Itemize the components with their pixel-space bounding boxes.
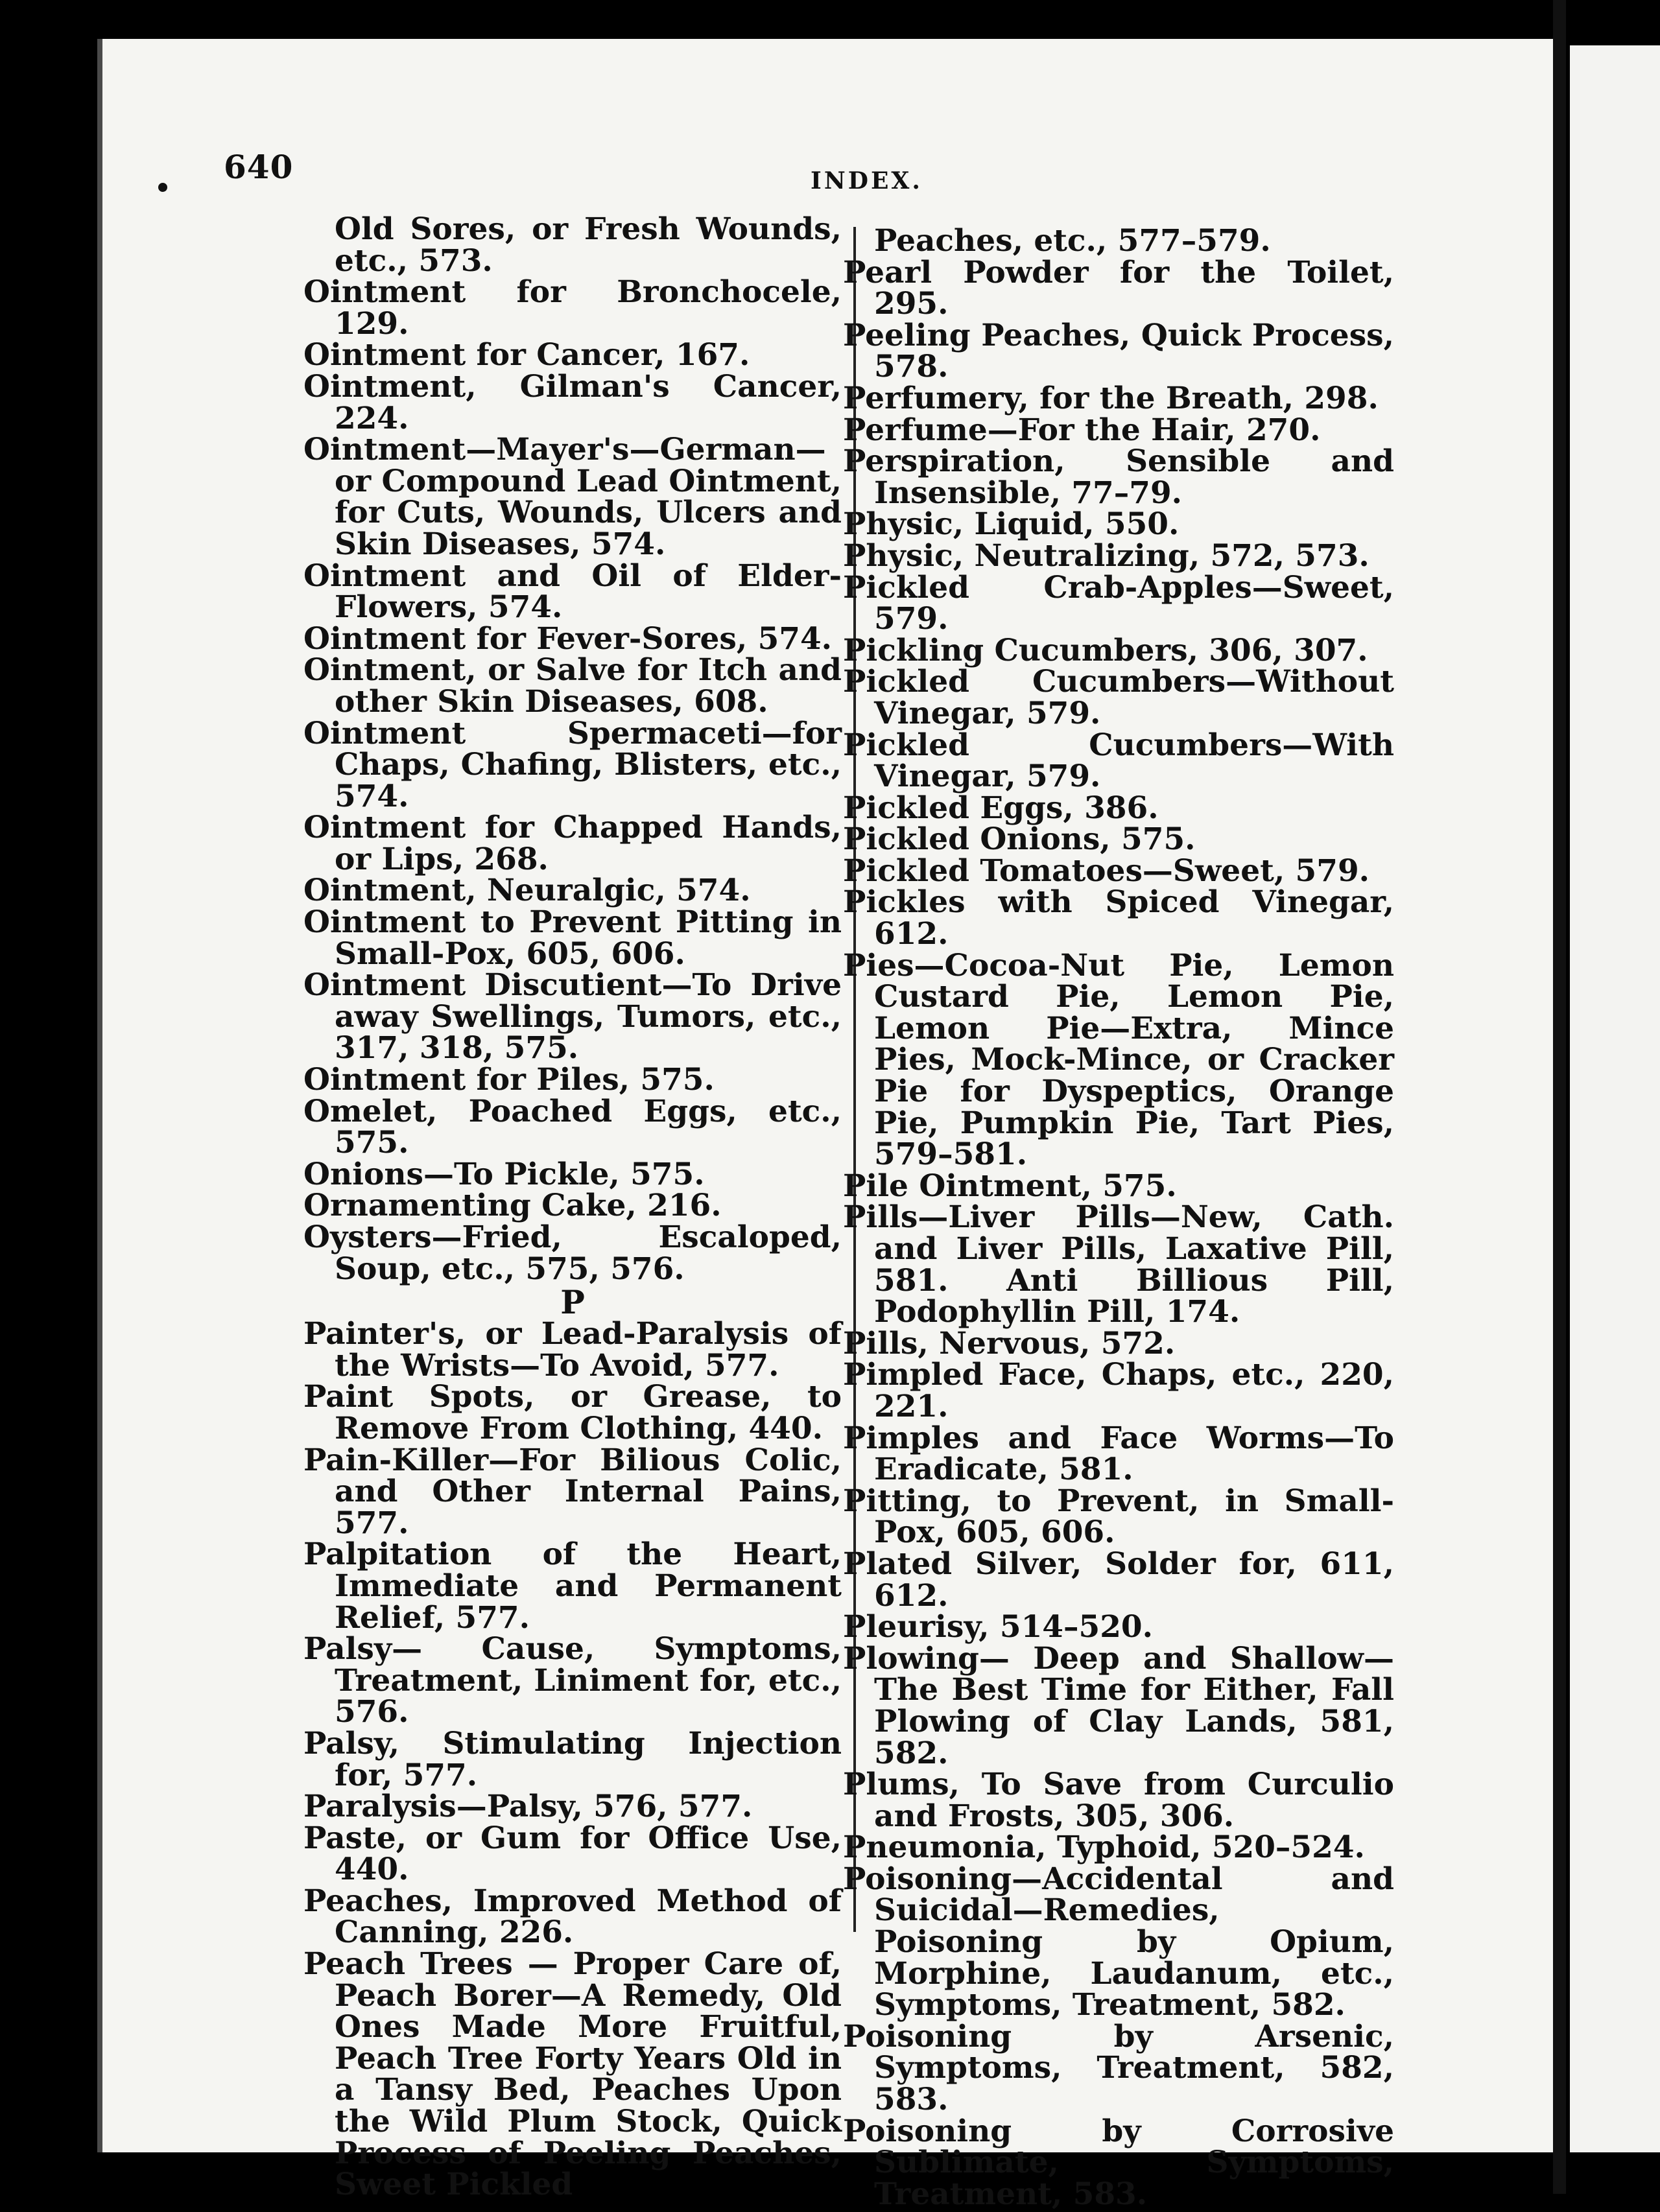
index-entry: Peaches, Improved Method of Canning, 226. [303, 1883, 842, 1951]
index-entry: Paste, or Gum for Office Use, 440. [303, 1820, 842, 1888]
index-entry: Ointment for Cancer, 167. [303, 337, 750, 373]
scan-speck [158, 183, 167, 192]
index-entry: Plums, To Save from Curculio and Frosts, 305, 306. [843, 1767, 1394, 1834]
index-entry: Poisoning—Accidental and Suicidal—Remedies, Poisoning by Opium, Morphine, Laudanum, etc., Symptoms, Treatment, 582. [843, 1861, 1394, 2023]
page-number: 640 [224, 148, 294, 186]
index-entry: Ointment Discutient—To Drive away Swellings, Tumors, etc., 317, 318, 575. [303, 967, 842, 1066]
index-entry: Ointment Spermaceti—for Chaps, Chafing, Blisters, etc., 574. [303, 715, 842, 814]
index-entry-continuation: Peaches, etc., 577–579. [874, 223, 1271, 259]
running-head: INDEX. [811, 167, 923, 194]
right-column [843, 223, 1394, 2212]
index-entry: Ointment and Oil of Elder-Flowers, 574. [303, 558, 842, 626]
index-entry: Pearl Powder for the Toilet, 295. [843, 254, 1394, 322]
index-entry: Pneumonia, Typhoid, 520–524. [843, 1830, 1365, 1866]
index-entry: Pickled Tomatoes—Sweet, 579. [843, 853, 1370, 889]
index-entry: Pills—Liver Pills—New, Cath. and Liver Pills, Laxative Pill, 581. Anti Billious Pill, Podophyllin Pill, 174. [843, 1199, 1394, 1330]
index-entry: Perspiration, Sensible and Insensible, 77–79. [843, 443, 1394, 511]
index-entry: Poisoning by Arsenic, Symptoms, Treatment, 582, 583. [843, 2018, 1394, 2118]
index-entry: Pickled Cucumbers—Without Vinegar, 579. [843, 664, 1394, 731]
index-entry: Palsy, Stimulating Injection for, 577. [303, 1725, 842, 1793]
index-entry: Pickled Eggs, 386. [843, 790, 1159, 826]
index-entry: Ointment to Prevent Pitting in Small-Pox, 605, 606. [303, 904, 842, 972]
index-entry: Palpitation of the Heart, Immediate and Permanent Relief, 577. [303, 1536, 842, 1636]
index-entry: Poisoning by Corrosive Sublimate, Symptoms, Treatment, 583. [843, 2113, 1394, 2212]
section-letter: P [560, 1283, 585, 1322]
index-entry: Ointment for Bronchocele, 129. [303, 274, 842, 342]
index-entry: Ointment for Fever-Sores, 574. [303, 620, 833, 657]
index-entry: Pickled Crab-Apples—Sweet, 579. [843, 569, 1394, 637]
index-entry: Pimples and Face Worms—To Eradicate, 581. [843, 1420, 1394, 1488]
index-entry: Peach Trees — Proper Care of, Peach Borer—A Remedy, Old Ones Made More Fruitful, Peach Tree Forty Years Old in a Tansy Bed, Peaches Upon the Wild Plum Stock, Quick Process of Peeling Peaches, Sweet Pickled [303, 1946, 842, 2203]
index-entry: Pickles with Spiced Vinegar, 612. [843, 884, 1394, 952]
index-entry: Ointment, Gilman's Cancer, 224. [303, 368, 842, 436]
index-entry: Pickling Cucumbers, 306, 307. [843, 632, 1368, 668]
index-entry: Pickled Onions, 575. [843, 821, 1196, 858]
index-entry: Pimpled Face, Chaps, etc., 220, 221. [843, 1357, 1394, 1424]
adjacent-page-edge [1566, 45, 1660, 2152]
index-entry: Plowing— Deep and Shallow—The Best Time for Either, Fall Plowing of Clay Lands, 581, 582. [843, 1640, 1394, 1771]
index-entry: Paint Spots, or Grease, to Remove From Clothing, 440. [303, 1379, 842, 1446]
index-entry: Old Sores, or Fresh Wounds, etc., 573. [335, 211, 842, 279]
index-entry: Pitting, to Prevent, in Small-Pox, 605, 606. [843, 1483, 1394, 1551]
index-entry: Peeling Peaches, Quick Process, 578. [843, 317, 1394, 385]
scan-left-margin [0, 0, 97, 2194]
index-entry: Pile Ointment, 575. [843, 1168, 1177, 1204]
page-gutter [1553, 0, 1566, 2194]
index-entry: Pickled Cucumbers—With Vinegar, 579. [843, 727, 1394, 795]
index-entry: Pleurisy, 514–520. [843, 1609, 1153, 1645]
index-entry: Ointment—Mayer's—German—or Compound Lead Ointment, for Cuts, Wounds, Ulcers and Skin Diseases, 574. [303, 432, 842, 562]
index-entry: Physic, Neutralizing, 572, 573. [843, 537, 1370, 574]
index-entry: Oysters—Fried, Escaloped, Soup, etc., 575, 576. [303, 1219, 842, 1287]
index-entry: Pain-Killer—For Bilious Colic, and Other Internal Pains, 577. [303, 1442, 842, 1541]
index-entry: Painter's, or Lead-Paralysis of the Wrists—To Avoid, 577. [303, 1316, 842, 1383]
index-entry: Paralysis—Palsy, 576, 577. [303, 1789, 753, 1825]
index-entry: Palsy— Cause, Symptoms, Treatment, Liniment for, etc., 576. [303, 1631, 842, 1730]
index-entry: Ornamenting Cake, 216. [303, 1188, 722, 1224]
left-column [303, 211, 842, 2203]
index-entry: Pills, Nervous, 572. [843, 1325, 1176, 1361]
index-entry: Physic, Liquid, 550. [843, 506, 1180, 543]
index-entry: Ointment for Chapped Hands, or Lips, 268. [303, 810, 842, 877]
index-entry: Ointment, or Salve for Itch and other Skin Diseases, 608. [303, 652, 842, 720]
index-entry: Perfume—For the Hair, 270. [843, 412, 1321, 448]
index-entry: Pies—Cocoa-Nut Pie, Lemon Custard Pie, Lemon Pie, Lemon Pie—Extra, Mince Pies, Mock-Mince, or Cracker Pie for Dyspeptics, Orange Pie, Pumpkin Pie, Tart Pies, 579–581. [843, 947, 1394, 1173]
index-entry: Plated Silver, Solder for, 611, 612. [843, 1546, 1394, 1614]
index-entry: Onions—To Pickle, 575. [303, 1156, 705, 1192]
index-entry: Ointment for Piles, 575. [303, 1062, 715, 1098]
index-entry: Ointment, Neuralgic, 574. [303, 873, 751, 909]
index-entry: Omelet, Poached Eggs, etc., 575. [303, 1093, 842, 1161]
index-entry: Perfumery, for the Breath, 298. [843, 380, 1379, 416]
